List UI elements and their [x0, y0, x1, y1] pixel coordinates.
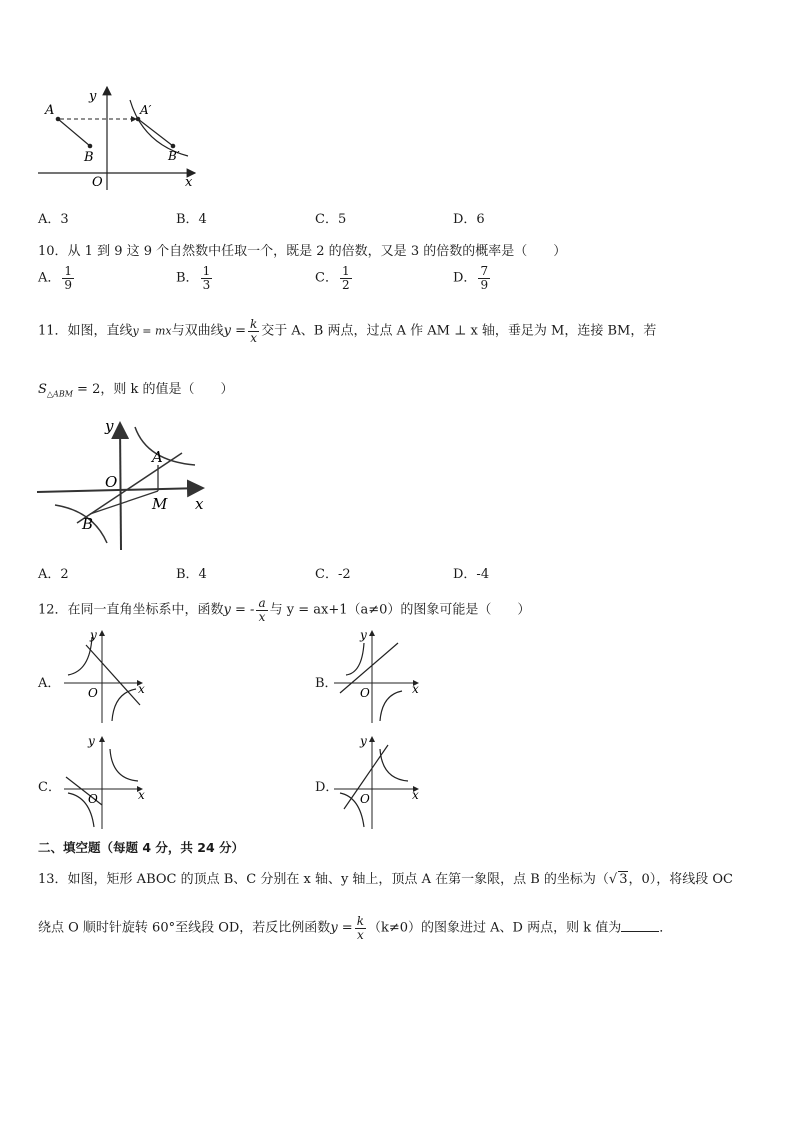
section-heading: 二、填空题（每题 4 分，共 24 分） [38, 840, 245, 855]
q9-option-c[interactable]: C．5 [315, 212, 347, 227]
q10-option-b[interactable]: B． $\frac{1}{3}$ [176, 264, 211, 292]
q12-graph-a[interactable] [60, 627, 160, 725]
q11-figure [35, 415, 220, 555]
q13-line2: 绕点 O 顺时针旋转 60°至线段 OD，若反比例函数y = $\frac{k}{x}$ （k≠0）的图象进过 A、D 两点，则 k 值为 ． [38, 914, 673, 942]
q10-option-d[interactable]: D． $\frac{7}{9}$ [453, 264, 489, 292]
label-a: A [152, 448, 163, 466]
q11-option-d[interactable]: D．-4 [453, 567, 490, 582]
label-b: B [84, 150, 94, 165]
label-x: x [195, 495, 204, 513]
q12-graph-c[interactable] [60, 733, 160, 831]
q11-text-line1: 11．如图，直线y = mx与双曲线y = $\frac{k}{x}$ 交于 A、B 两点，过点 A 作 AM ⊥ x 轴，垂足为 M，连接 BM，若 [38, 317, 657, 345]
label-o: O [105, 473, 118, 491]
label-x: x [185, 175, 193, 190]
label-o: O [92, 175, 103, 190]
q12-graph-d[interactable] [330, 733, 430, 831]
q12-option-b-label[interactable]: B． [315, 676, 338, 691]
q13-line1: 13．如图，矩形 ABOC 的顶点 B、C 分别在 x 轴、y 轴上，顶点 A 在第一象限，点 B 的坐标为（√ 3，0），将线段 OC [38, 872, 733, 887]
svg-text:y: y [360, 734, 367, 748]
svg-text:x: x [138, 788, 145, 802]
segment-a2b2 [138, 119, 173, 146]
q10-text: 10．从 1 到 9 这 9 个自然数中任取一个，既是 2 的倍数，又是 3 的倍数的概率是（ ） [38, 244, 567, 259]
label-a-prime: A′ [140, 103, 152, 117]
q9-figure [30, 82, 200, 192]
svg-text:O: O [360, 792, 370, 806]
segment-bm [90, 491, 158, 514]
q12-graph-b[interactable] [330, 627, 430, 725]
q12-text: 12．在同一直角坐标系中，函数y = - $\frac{a}{x}$ 与 y = ax+1（a≠0）的图象可能是（ ） [38, 596, 531, 624]
q12-option-d-label[interactable]: D． [315, 780, 339, 795]
svg-text:y: y [360, 628, 367, 642]
svg-text:O: O [88, 686, 98, 700]
q11-option-b[interactable]: B．4 [176, 567, 207, 582]
svg-text:x: x [412, 682, 419, 696]
label-y: y [89, 89, 97, 104]
svg-text:O: O [360, 686, 370, 700]
q9-option-a[interactable]: A．3 [38, 212, 69, 227]
label-b: B [82, 515, 94, 533]
q12-option-a-label[interactable]: A． [38, 676, 61, 691]
q12-option-c-label[interactable]: C． [38, 780, 61, 795]
hyperbola-curve [130, 100, 188, 156]
q11-option-c[interactable]: C．-2 [315, 567, 351, 582]
label-a: A [45, 103, 55, 118]
q10-option-c[interactable]: C． $\frac{1}{2}$ [315, 264, 350, 292]
segment-ab [58, 119, 90, 146]
svg-text:O: O [88, 792, 98, 806]
svg-text:y: y [88, 734, 95, 748]
y-axis [120, 423, 121, 550]
svg-text:x: x [412, 788, 419, 802]
q9-option-b[interactable]: B．4 [176, 212, 207, 227]
label-y: y [105, 417, 114, 435]
q9-option-d[interactable]: D．6 [453, 212, 485, 227]
q11-text-line2: $S_{\triangle ABM} = 2$，则 k 的值是（ ） [38, 382, 234, 399]
q10-option-a[interactable]: A． $\frac{1}{9}$ [38, 264, 73, 292]
label-b-prime: B′ [168, 149, 180, 163]
svg-text:y: y [90, 628, 97, 642]
label-m: M [152, 495, 168, 513]
svg-text:x: x [138, 682, 145, 696]
answer-blank[interactable] [621, 919, 659, 932]
hyperbola-branch-1 [135, 427, 195, 465]
q11-option-a[interactable]: A．2 [38, 567, 69, 582]
